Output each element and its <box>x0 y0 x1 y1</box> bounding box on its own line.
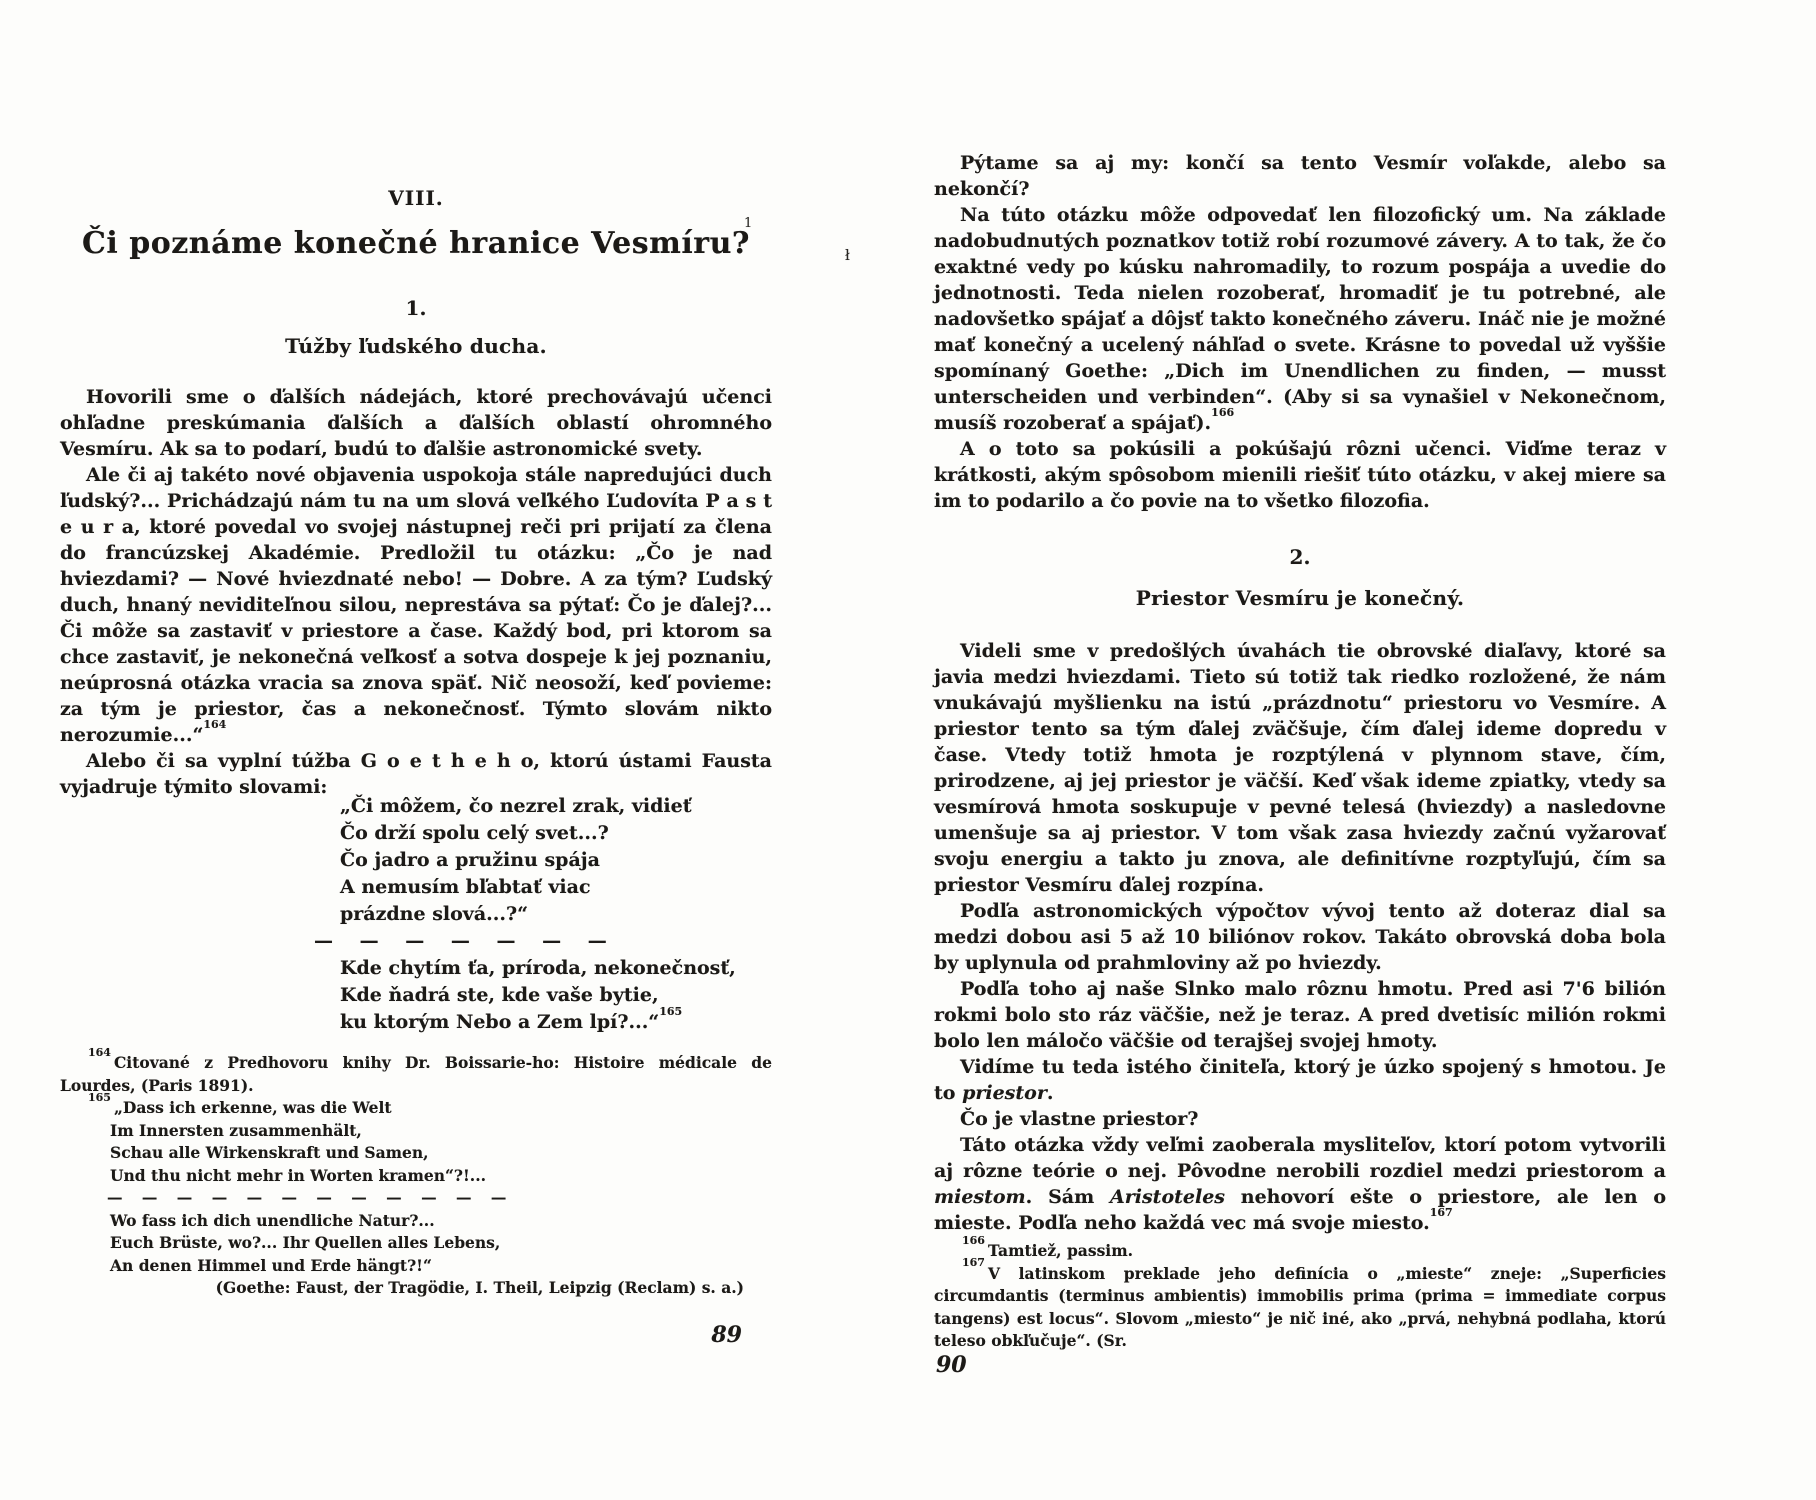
paragraph: Pýtame sa aj my: končí sa tento Vesmír voľakde, alebo sa nekončí? <box>934 152 1666 200</box>
section-number: 1. <box>405 296 427 320</box>
footnote-text: V latinskom preklade jeho definícia o „mieste“ zneje: „Superficies circumdantis (terminus ambientis) immobilis prima (prima = immediate corpus tangens) est locus“. Slovom „miesto“ je nič iné, ako „prvá, nehybná podlaha, ktorú teleso obkľučuje“. (Sr. <box>934 1263 1666 1350</box>
footnote-164 <box>60 1045 772 1097</box>
paragraph: Ale či aj takéto nové objavenia uspokoja stále napredujúci duch ľudský?... Prichádzajú nám tu na um slová veľkého Ľudovíta P a s t e u r a, ktoré povedal vo svojej nástupnej reči pri prijatí za člena do francúzskej Akadémie. Predložil tu otázku: „Čo je nad hviezdami? — Nové hviezdnaté nebo! — Dobre. A za tým? Ľudský duch, hnaný neviditeľnou silou, neprestáva sa pýtať: Čo je ďalej?... Či môže sa zastaviť v priestore a čase. Každý bod, pri ktorom sa chce zastaviť, je nekonečná veľkosť a sotva dospeje k jej poznaniu, neúprosná otázka vracia sa znova späť. Nič neosoží, keď povieme: za tým je priestor, čas a nekonečnosť. Týmto slovám nikto nerozumie...“$^{164}$ <box>60 464 772 746</box>
footnote-166 <box>934 1233 1666 1263</box>
left-page <box>60 0 772 1500</box>
poem-line: prázdne slová...?“ <box>340 903 529 925</box>
poem-line: „Či môžem, čo nezrel zrak, vidieť <box>340 795 692 817</box>
footnote-text: Tamtiež, passim. <box>987 1241 1133 1260</box>
footnote-165 <box>60 1090 772 1120</box>
footnote-dash-separator: — — — — — — — — — — — — <box>107 1188 509 1207</box>
poem-line: Čo drží spolu celý svet...? <box>340 822 609 844</box>
footnote-source-citation: (Goethe: Faust, der Tragödie, I. Theil, Leipzig (Reclam) s. a.) <box>215 1278 744 1297</box>
paragraph: Táto otázka vždy veľmi zaoberala mysliteľov, ktorí potom vytvorili aj rôzne teórie o nej. Pôvodne nerobili rozdiel medzi priestorom a miestom. Sám Aristoteles nehovorí ešte o priestore, ale len o mieste. Podľa neho každá vec má svoje miesto.$^{167}$ <box>934 1134 1667 1234</box>
footnote-poem-line: Wo fass ich dich unendliche Natur?... <box>110 1210 435 1230</box>
right-footnotes <box>934 1233 1666 1353</box>
paragraph: A o toto sa pokúsili a pokúšajú rôzni učenci. Viďme teraz v krátkosti, akým spôsobom mienili riešiť túto otázku, v akej miere sa im to podarilo a čo povie na to všetko filozofia. <box>934 438 1666 512</box>
left-footnotes <box>60 1045 772 1300</box>
paragraph: Podľa astronomických výpočtov vývoj tento až doteraz dial sa medzi dobou asi 5 až 10 biliónov rokov. Takáto obrovská doba bola by uplynula od prahmloviny až po hviezdy. <box>934 900 1666 974</box>
footnote-marker: 165 <box>88 1090 111 1104</box>
footnote-poem-line: Euch Brüste, wo?... Ihr Quellen alles Lebens, <box>110 1233 501 1252</box>
poem-line: Čo jadro a pružinu spája <box>340 849 600 871</box>
right-body-text-bottom <box>934 638 1666 1236</box>
footnote-poem-line: Im Innersten zusammenhält, <box>110 1120 362 1140</box>
right-body-text-top <box>934 150 1666 514</box>
section-heading: Túžby ľudského ducha. <box>285 334 547 358</box>
footnote-marker: 164 <box>88 1045 111 1059</box>
paragraph: Videli sme v predošlých úvahách tie obrovské diaľavy, ktoré sa javia medzi hviezdami. Tieto sú totiž tak riedko rozložené, že nám vnukávajú myšlienku na istú „prázdnotu“ priestoru vo Vesmíre. A priestor tento sa tým ďalej zväčšuje, čím ďalej ideme dopredu v čase. Vtedy totiž hmota je rozptýlená v plynnom stave, čím, prirodzene, aj jej priestor je väčší. Keď však ideme zpiatky, vtedy sa vesmírová hmota soskupuje v pevné telesá (hviezdy) a nasledovne umenšuje sa aj priestor. V tom však zasa hviezdy začnú vyžarovať svoju energiu a takto ju znova, ale definitívne rozptyľujú, čím sa priestor Vesmíru ďalej rozpína. <box>934 640 1666 896</box>
footnote-text: Citované z Predhovoru knihy Dr. Boissarie-ho: Histoire médicale de Lourdes, (Paris 1891). <box>60 1053 772 1095</box>
paragraph: Podľa toho aj naše Slnko malo rôznu hmotu. Pred asi 7'6 bilión rokmi bolo sto ráz väčšie, než je teraz. A pred dvetisíc milión rokmi bolo len máločo väčšie od terajšej svojej hmoty. <box>934 978 1666 1052</box>
footnote-167 <box>934 1256 1666 1353</box>
footnote-poem-line: Und thu nicht mehr in Worten kramen“?!... <box>110 1165 486 1185</box>
footnote-poem-line: Schau alle Wirkenskraft und Samen, <box>110 1143 429 1162</box>
left-body-text <box>60 384 772 800</box>
footnote-marker: 167 <box>962 1256 985 1270</box>
page-number: 90 <box>936 1352 967 1378</box>
paragraph: Na túto otázku môže odpovedať len filozofický um. Na základe nadobudnutých poznatkov totiž robí rozumové závery. A to tak, že čo exaktné vedy po kúsku nahromadily, to rozum pospája a uvedie do jednotnosti. Teda nielen rozoberať, hromadiť je tu potrebné, ale nadovšetko spájať a dôjsť takto konečného záveru. Ináč nie je možné mať konečný a ucelený náhľad o svete. Krásne to povedal už vyššie spomínaný Goethe: „Dich im Unendlichen zu finden, — musst unterscheiden und verbinden“. (Aby si sa vynašiel v Nekonečnom, musíš rozoberať a spájať).$^{166}$ <box>934 204 1666 434</box>
paragraph: Hovorili sme o ďalších nádejách, ktoré prechovávajú učenci ohľadne preskúmania ďalších a ďalších oblastí ohromného Vesmíru. Ak sa to podarí, budú to ďalšie astronomické svety. <box>60 386 772 460</box>
faust-quote-poem <box>314 793 736 1036</box>
paragraph: Čo je vlastne priestor? <box>960 1108 1199 1130</box>
section-heading: Priestor Vesmíru je konečný. <box>1135 586 1465 610</box>
poem-line: Kde chytím ťa, príroda, nekonečnosť, <box>340 957 736 979</box>
footnote-marker: 166 <box>962 1233 985 1247</box>
paragraph: Alebo či sa vyplní túžba G o e t h e h o, ktorú ústami Fausta vyjadruje týmito slovami: <box>60 750 772 798</box>
section-number: 2. <box>1289 545 1311 569</box>
print-artifact-mark: 1 <box>744 216 753 231</box>
poem-line: ku ktorým Nebo a Zem lpí?...“$^{165}$ <box>340 1004 683 1033</box>
poem-line: Kde ňadrá ste, kde vaše bytie, <box>340 984 659 1006</box>
chapter-title: Či poznáme konečné hranice Vesmíru? <box>82 226 750 261</box>
footnote-text: „Dass ich erkenne, was die Welt <box>113 1098 392 1117</box>
gutter-artifact-mark: ł <box>845 246 850 264</box>
poem-dash-separator: — — — — — — — <box>314 930 609 952</box>
page-number: 89 <box>711 1322 742 1348</box>
chapter-number: VIII. <box>388 186 444 210</box>
right-page <box>934 0 1666 1500</box>
footnote-poem-line: An denen Himmel und Erde hängt?!“ <box>110 1255 432 1275</box>
paragraph: Vidíme tu teda istého činiteľa, ktorý je úzko spojený s hmotou. Je to priestor. <box>934 1056 1666 1104</box>
poem-line: A nemusím bľabtať viac <box>340 876 591 898</box>
